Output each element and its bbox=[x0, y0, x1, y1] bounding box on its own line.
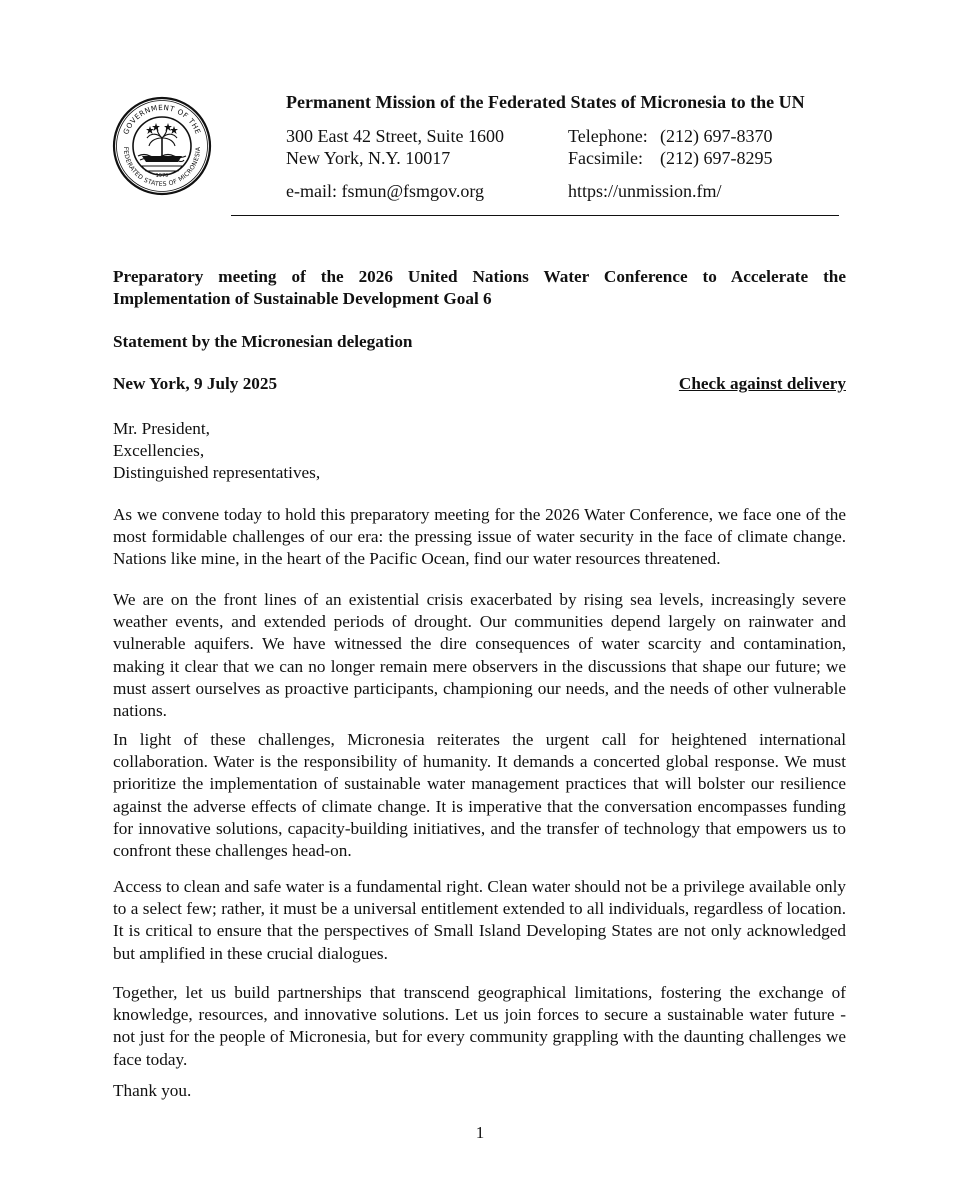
fsm-government-seal bbox=[112, 96, 212, 196]
paragraph: As we convene today to hold this preparatory meeting for the 2026 Water Conference, we face one of the most formidable challenges of our era: the pressing issue of water security in the face of climate change. Nations like mine, in the heart of the Pacific Ocean, find our water resources threatened. bbox=[113, 505, 846, 569]
paragraph: We are on the front lines of an existential crisis exacerbated by rising sea levels, increasingly severe weather events, and extended periods of drought. Our communities depend largely on rainwater and vulnerable aquifers. We have witnessed the dire consequences of water scarcity and contamination, making it clear that we can no longer remain mere observers in the discussions that shape our future; we must assert ourselves as proactive participants, championing our needs, and the needs of other vulnerable nations. bbox=[113, 590, 846, 721]
page-number: 1 bbox=[475, 1123, 485, 1142]
paragraph: Together, let us build partnerships that transcend geographical limitations, fostering the exchange of knowledge, resources, and innovative solutions. Let us join forces to secure a sustainable water future - not just for the people of Micronesia, but for every community grappling with the daunting challenges we face today. bbox=[113, 983, 846, 1069]
address-line-1: 300 East 42 Street, Suite 1600 bbox=[286, 126, 504, 146]
website-link[interactable]: https://unmission.fm/ bbox=[568, 181, 722, 201]
facsimile-label: Facsimile: bbox=[568, 148, 643, 168]
paragraph: Access to clean and safe water is a fundamental right. Clean water should not be a privilege available only to a select few; rather, it must be a universal entitlement extended to all individuals, regardless of location. It is critical to ensure that the perspectives of Small Island Developing States are not only acknowledged but amplified in these crucial dialogues. bbox=[113, 877, 846, 963]
email-address[interactable]: e-mail: fsmun@fsmgov.org bbox=[286, 181, 485, 201]
closing: Thank you. bbox=[113, 1081, 192, 1100]
check-against-delivery: Check against delivery bbox=[678, 374, 846, 393]
header-divider bbox=[231, 215, 839, 216]
salutation-line: Mr. President, bbox=[113, 419, 210, 438]
seal-top-text: GOVERNMENT OF THE bbox=[121, 102, 203, 136]
salutation-line: Excellencies, bbox=[113, 441, 205, 460]
place-date: New York, 9 July 2025 bbox=[113, 374, 278, 393]
telephone-number: (212) 697-8370 bbox=[660, 126, 773, 146]
paragraph: In light of these challenges, Micronesia reiterates the urgent call for heightened international collaboration. Water is the responsibility of humanity. It demands a concerted global response. We must prioritize the implementation of sustainable water management practices that will bolster our resilience against the adverse effects of climate change. It is imperative that the conversation encompasses funding for innovative solutions, capacity-building initiatives, and the transfer of technology that empowers us to confront these challenges head-on. bbox=[113, 730, 846, 861]
date-row bbox=[113, 374, 846, 394]
salutation-line: Distinguished representatives, bbox=[113, 463, 321, 482]
document-title: Preparatory meeting of the 2026 United Nations Water Conference to Accelerate the Implementation of Sustainable Development Goal 6 bbox=[113, 267, 846, 309]
facsimile-number: (212) 697-8295 bbox=[660, 148, 773, 168]
seal-year: 1979 bbox=[155, 173, 169, 179]
facsimile-line bbox=[568, 147, 772, 169]
document-subtitle: Statement by the Micronesian delegation bbox=[113, 332, 413, 351]
telephone-line bbox=[568, 125, 772, 147]
address-line-2: New York, N.Y. 10017 bbox=[286, 148, 451, 168]
telephone-label: Telephone: bbox=[568, 126, 648, 146]
mission-title: Permanent Mission of the Federated States of Micronesia to the UN bbox=[286, 92, 805, 112]
seal-bottom-text: FEDERATED STATES OF MICRONESIA bbox=[121, 146, 203, 189]
